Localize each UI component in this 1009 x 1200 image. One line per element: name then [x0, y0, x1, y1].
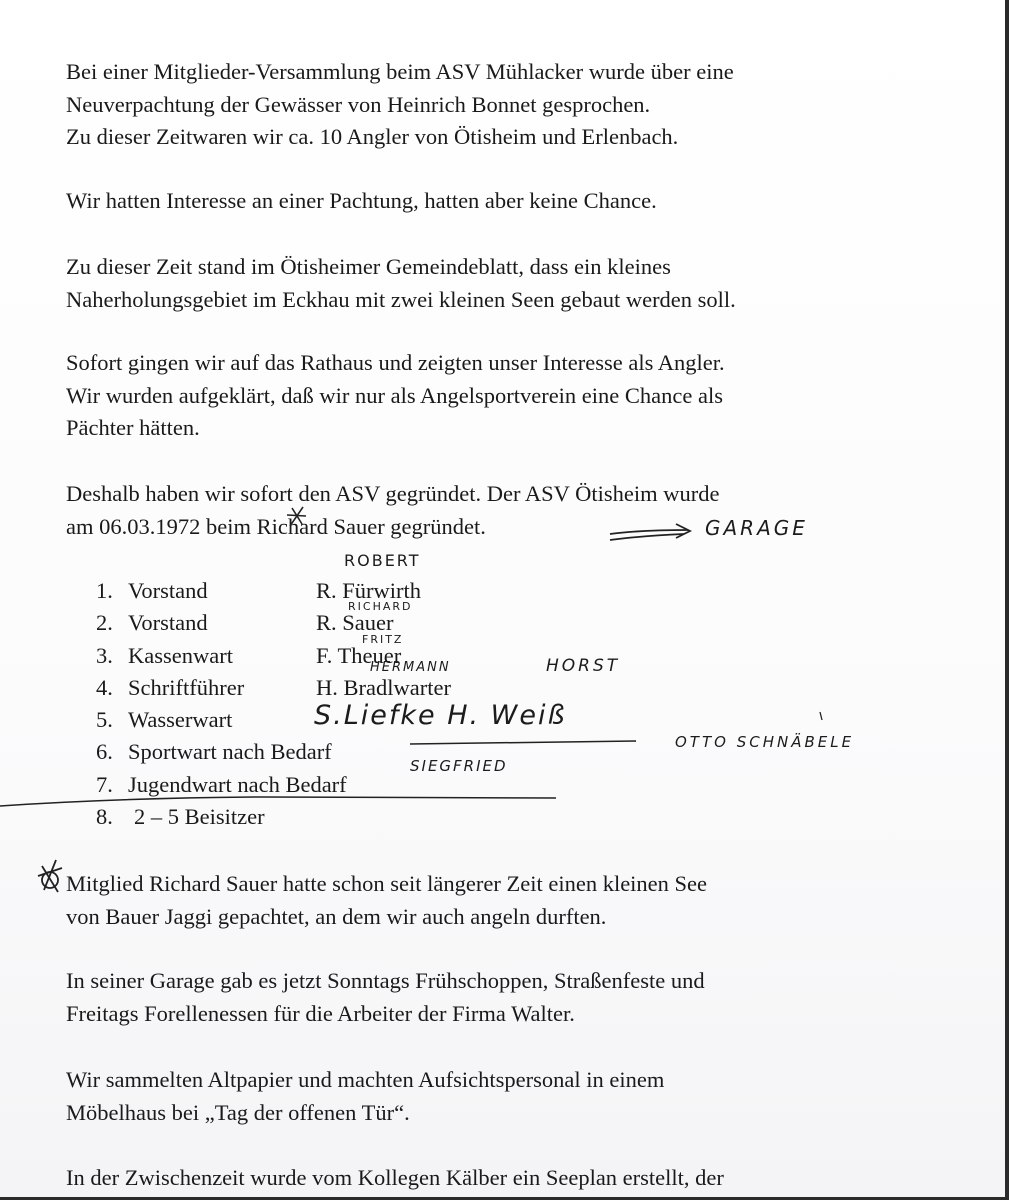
text-line: Möbelhaus bei „Tag der offenen Tür“.	[66, 1099, 410, 1125]
handwriting-hermann: HERMANN	[370, 660, 451, 675]
text-line: Pächter hätten.	[66, 415, 200, 440]
scan-edge	[1005, 0, 1009, 1200]
text-line: am 06.03.1972 beim Richard Sauer gegründet.	[66, 513, 486, 539]
asterisk-mark-icon	[287, 507, 306, 526]
text-line: In der Zwischenzeit wurde vom Kollegen Kälber ein Seeplan erstellt, der	[66, 1165, 724, 1190]
document-page: Bei einer Mitglieder-Versammlung beim ASV Mühlacker wurde über eine Neuverpachtung der Gewässer von Heinrich Bonnet gesprochen. Zu dieser Zeitwaren wir ca. 10 Angler von Ötisheim und Erlenbach. Wir hatten Interesse an einer Pachtung, hatten aber keine Chance. Zu dieser Zeit stand im Ötisheimer Gemeindeblatt, dass ein kleines Naherholungsgebiet im Eckhau mit zwei kleinen Seen gebaut werden soll. Sofort gingen wir auf das Rathaus und zeigten unser Interesse als Angler. Wir wurden aufgeklärt, daß wir nur als Angelsportverein eine Chance als Pächter hätten. Deshalb haben wir sofort den ASV gegründet. Der ASV Ötisheim wurde am 06.03.1972 beim Richard Sauer gegründet. 1. Vorstand R. Fürwirth 2. Vorstand R. Sauer 3. Kassenwart F. Theuer 4. Schriftführer H. Bradlwarter 5. Wasserwart 6. Sportwart nach Bedarf 7. Jugendwart nach Bedarf 8. 2 – 5 Beisitzer Mitglied Richard Sauer hatte schon seit längerer Zeit einen kleinen See von Bauer Jaggi gepachtet, an dem wir auch angeln durften. In seiner Garage gab es jetzt Sonntags Frühschoppen, Straßenfeste und Freitags Forellenessen für die Arbeiter der Firma Walter. Wir sammelten Altpapier und machten Aufsichtspersonal in einem Möbelhaus bei „Tag der offenen Tür“. In der Zwischenzeit wurde vom Kollegen Kälber ein Seeplan erstellt, der GARAGE ROBERT RICHARD FRITZ HERMANN HORST S.Liefke H. Weiß OTTO SCHNÄBELE SIEGFRIED	[0, 0, 1009, 1200]
handwriting-garage: GARAGE	[705, 516, 808, 540]
handwriting-otto: OTTO SCHNÄBELE	[675, 733, 855, 751]
text-line: Deshalb haben wir sofort den ASV gegründet. Der ASV Ötisheim wurde	[66, 481, 720, 506]
text-line: Wir sammelten Altpapier und machten Aufsichtspersonal in einem	[66, 1067, 665, 1092]
handwriting-horst: HORST	[546, 656, 621, 676]
handwritten-line	[410, 741, 636, 744]
asterisk-mark-icon	[38, 860, 62, 892]
text-line: Sofort gingen wir auf das Rathaus und zeigten unser Interesse als Angler.	[66, 350, 725, 375]
text-line: Wir hatten Interesse an einer Pachtung, hatten aber keine Chance.	[66, 188, 657, 213]
text-line: Neuverpachtung der Gewässer von Heinrich Bonnet gesprochen.	[66, 91, 651, 117]
text-line: Naherholungsgebiet im Eckhau mit zwei kleinen Seen gebaut werden soll.	[66, 286, 736, 312]
handwritten-line	[0, 797, 556, 806]
text-line: von Bauer Jaggi gepachtet, an dem wir auch angeln durften.	[66, 903, 607, 929]
handwriting-fritz: FRITZ	[362, 633, 404, 646]
handwriting-robert: ROBERT	[344, 551, 421, 570]
text-line: Bei einer Mitglieder-Versammlung beim ASV Mühlacker wurde über eine	[66, 59, 734, 84]
text-line: Zu dieser Zeit stand im Ötisheimer Gemeindeblatt, dass ein kleines	[66, 254, 671, 279]
text-line: Zu dieser Zeitwaren wir ca. 10 Angler von Ötisheim und Erlenbach.	[66, 124, 679, 149]
arrow-icon	[610, 524, 690, 540]
text-line: In seiner Garage gab es jetzt Sonntags Frühschoppen, Straßenfeste und	[66, 968, 705, 993]
text-line: Freitags Forellenessen für die Arbeiter der Firma Walter.	[66, 1000, 575, 1026]
handwriting-siegfried: SIEGFRIED	[410, 757, 508, 775]
handwriting-wasserwart: S.Liefke H. Weiß	[314, 700, 567, 731]
text-line: Wir wurden aufgeklärt, daß wir nur als Angelsportverein eine Chance als	[66, 382, 723, 408]
text-line: Mitglied Richard Sauer hatte schon seit längerer Zeit einen kleinen See	[66, 871, 708, 896]
handwritten-mark	[820, 712, 822, 720]
handwriting-richard: RICHARD	[348, 600, 413, 613]
